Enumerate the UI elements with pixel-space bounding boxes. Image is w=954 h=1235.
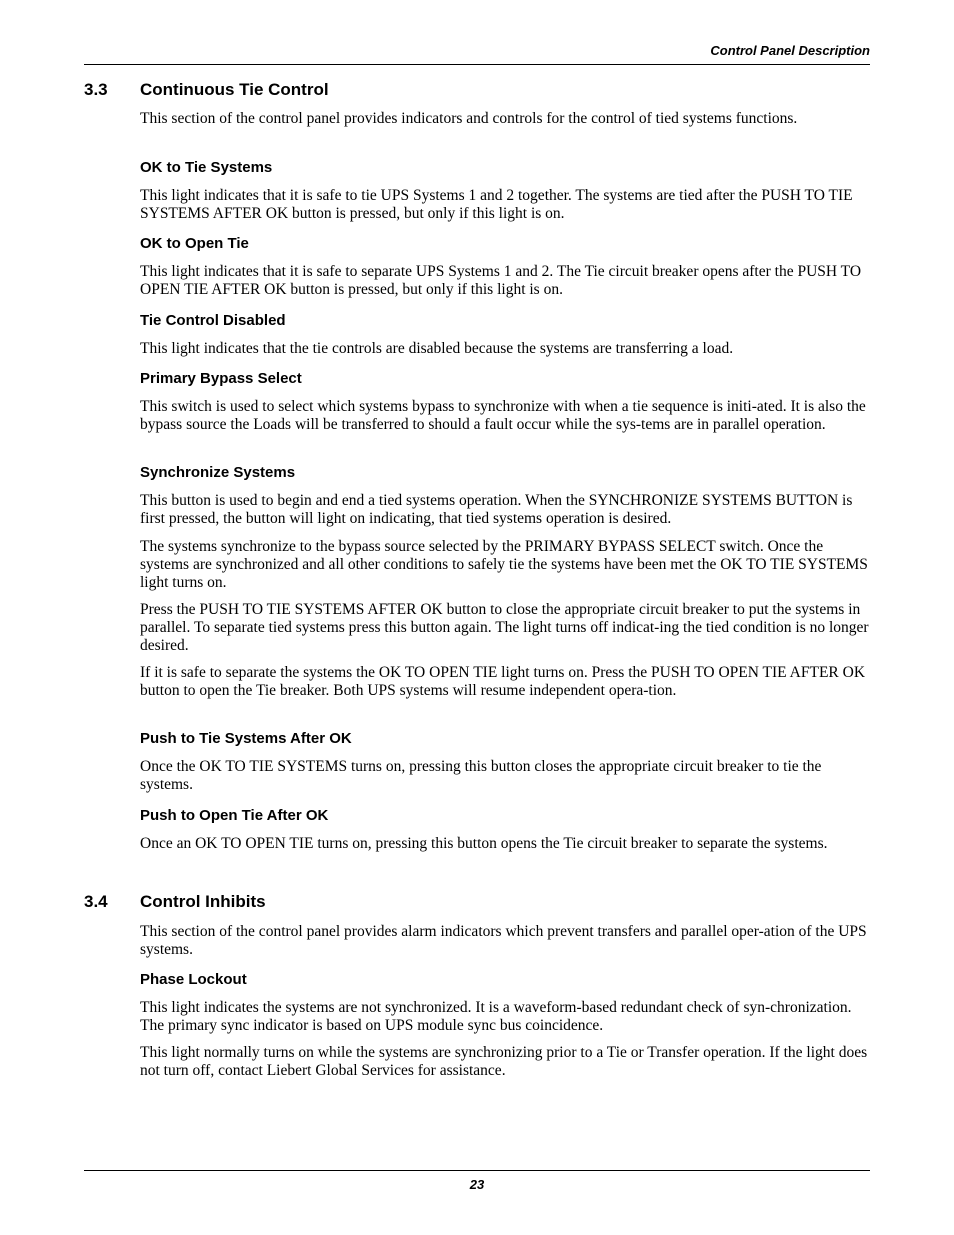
section-heading-3-4	[84, 892, 266, 912]
page-number: 23	[469, 1177, 485, 1192]
subheading-ok-to-open: OK to Open Tie	[140, 235, 249, 252]
subheading-phase-lockout: Phase Lockout	[140, 971, 247, 988]
paragraph: This light indicates that the tie controls are disabled because the systems are transferring a load.	[140, 340, 734, 357]
paragraph: Once the OK TO TIE SYSTEMS turns on, pressing this button closes the appropriate circuit breaker to tie the systems.	[140, 758, 822, 793]
paragraph: This switch is used to select which systems bypass to synchronize with when a tie sequence is initi-ated. It is also the bypass source the Loads will be transferred to should a fault occur while the sys-tems are in parallel operation.	[140, 398, 866, 433]
section-number: 3.4	[84, 892, 108, 911]
section-title: Continuous Tie Control	[140, 80, 329, 99]
footer-rule	[84, 1170, 870, 1171]
subheading-primary-bypass: Primary Bypass Select	[140, 370, 302, 387]
paragraph: This light indicates that it is safe to tie UPS Systems 1 and 2 together. The systems are tied after the PUSH TO TIE SYSTEMS AFTER OK button is pressed, but only if this light is on.	[140, 187, 853, 222]
paragraph: If it is safe to separate the systems the OK TO OPEN TIE light turns on. Press the PUSH TO OPEN TIE AFTER OK button to open the Tie breaker. Both UPS systems will resume independent opera-tion.	[140, 664, 866, 699]
paragraph: Press the PUSH TO TIE SYSTEMS AFTER OK button to close the appropriate circuit breaker to put the systems in parallel. To separate tied systems press this button again. The light turns off indicat-ing the tied condition is no longer desired.	[140, 601, 869, 654]
header-rule	[84, 64, 870, 65]
subheading-synchronize: Synchronize Systems	[140, 464, 296, 481]
paragraph: Once an OK TO OPEN TIE turns on, pressing this button opens the Tie circuit breaker to separate the systems.	[140, 835, 828, 852]
paragraph: This light indicates the systems are not synchronized. It is a waveform-based redundant check of syn-chronization. The primary sync indicator is based on UPS module sync bus coincidence.	[140, 999, 852, 1034]
paragraph: The systems synchronize to the bypass source selected by the PRIMARY BYPASS SELECT switch. Once the systems are synchronized and all other conditions to safely tie the systems have been met the OK TO TIE SYSTEMS light turns on.	[140, 538, 868, 591]
section-intro: This section of the control panel provides alarm indicators which prevent transfers and parallel oper-ation of the UPS systems.	[140, 923, 867, 958]
subheading-push-tie: Push to Tie Systems After OK	[140, 730, 352, 747]
subheading-push-open: Push to Open Tie After OK	[140, 807, 329, 824]
section-intro: This section of the control panel provides indicators and controls for the control of tied systems functions.	[140, 110, 798, 127]
section-title: Control Inhibits	[140, 892, 266, 911]
subheading-ok-to-tie: OK to Tie Systems	[140, 159, 273, 176]
subheading-tie-disabled: Tie Control Disabled	[140, 312, 286, 329]
paragraph: This light indicates that it is safe to separate UPS Systems 1 and 2. The Tie circuit breaker opens after the PUSH TO OPEN TIE AFTER OK button is pressed, but only if this light is on.	[140, 263, 862, 298]
paragraph: This light normally turns on while the systems are synchronizing prior to a Tie or Transfer operation. If the light does not turn off, contact Liebert Global Services for assistance.	[140, 1044, 868, 1079]
section-heading-3-3	[84, 80, 329, 100]
paragraph: This button is used to begin and end a tied systems operation. When the SYNCHRONIZE SYSTEMS BUTTON is first pressed, the button will light on indicating, that tied systems operation is desired.	[140, 492, 853, 527]
running-header: Control Panel Description	[710, 43, 870, 58]
section-number: 3.3	[84, 80, 108, 99]
